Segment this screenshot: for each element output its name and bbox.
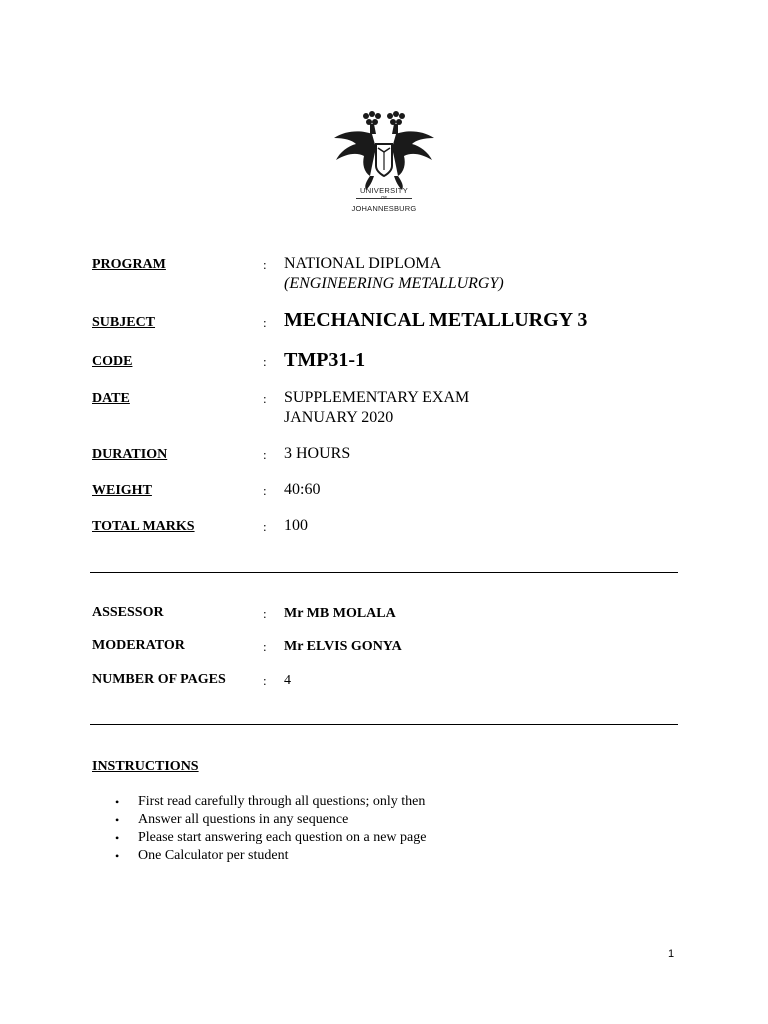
crest-icon (326, 104, 442, 194)
instruction-text: One Calculator per student (138, 848, 289, 863)
program-line2: (ENGINEERING METALLURGY) (284, 275, 504, 292)
date-line2: JANUARY 2020 (284, 409, 394, 426)
moderator-value: Mr ELVIS GONYA (284, 639, 402, 654)
assessor-value: Mr MB MOLALA (284, 606, 396, 621)
weight-label: WEIGHT (92, 483, 152, 498)
date-value (284, 388, 469, 428)
date-label: DATE (92, 391, 130, 406)
section-divider-top (90, 572, 678, 573)
code-value: TMP31-1 (284, 349, 366, 371)
total-marks-value: 100 (284, 517, 308, 534)
duration-colon: : (263, 447, 267, 462)
assessor-label: ASSESSOR (92, 605, 164, 620)
total-marks-label: TOTAL MARKS (92, 519, 195, 534)
program-colon: : (263, 257, 267, 272)
logo-of-text: OF (380, 195, 388, 200)
assessor-colon: : (263, 606, 267, 621)
program-line1: NATIONAL DIPLOMA (284, 255, 442, 272)
instruction-text: First read carefully through all questions; only then (138, 794, 426, 809)
subject-label: SUBJECT (92, 315, 156, 330)
subject-value: MECHANICAL METALLURGY 3 (284, 309, 588, 331)
date-colon: : (263, 391, 267, 406)
program-label: PROGRAM (92, 257, 166, 272)
pages-colon: : (263, 673, 267, 688)
moderator-label: MODERATOR (92, 638, 185, 653)
instruction-text: Answer all questions in any sequence (138, 812, 349, 827)
program-value (284, 254, 504, 294)
pages-label: NUMBER OF PAGES (92, 672, 226, 687)
moderator-colon: : (263, 639, 267, 654)
instruction-text: Please start answering each question on a new page (138, 830, 427, 845)
pages-value: 4 (284, 673, 291, 688)
logo-university-text: UNIVERSITY (359, 186, 408, 195)
weight-value: 40:60 (284, 481, 321, 498)
instructions-title: INSTRUCTIONS (92, 759, 199, 774)
logo-johannesburg-text: JOHANNESBURG (351, 204, 417, 213)
bullet-icon: • (115, 795, 120, 809)
date-line1: SUPPLEMENTARY EXAM (284, 389, 470, 406)
page-number: 1 (668, 948, 675, 960)
weight-colon: : (263, 483, 267, 498)
section-divider-bottom (90, 724, 678, 725)
bullet-icon: • (115, 831, 120, 845)
code-label: CODE (92, 354, 133, 369)
duration-label: DURATION (92, 447, 168, 462)
duration-value: 3 HOURS (284, 445, 351, 462)
bullet-icon: • (115, 849, 120, 863)
code-colon: : (263, 354, 267, 369)
total-marks-colon: : (263, 519, 267, 534)
subject-colon: : (263, 315, 267, 330)
bullet-icon: • (115, 813, 120, 827)
